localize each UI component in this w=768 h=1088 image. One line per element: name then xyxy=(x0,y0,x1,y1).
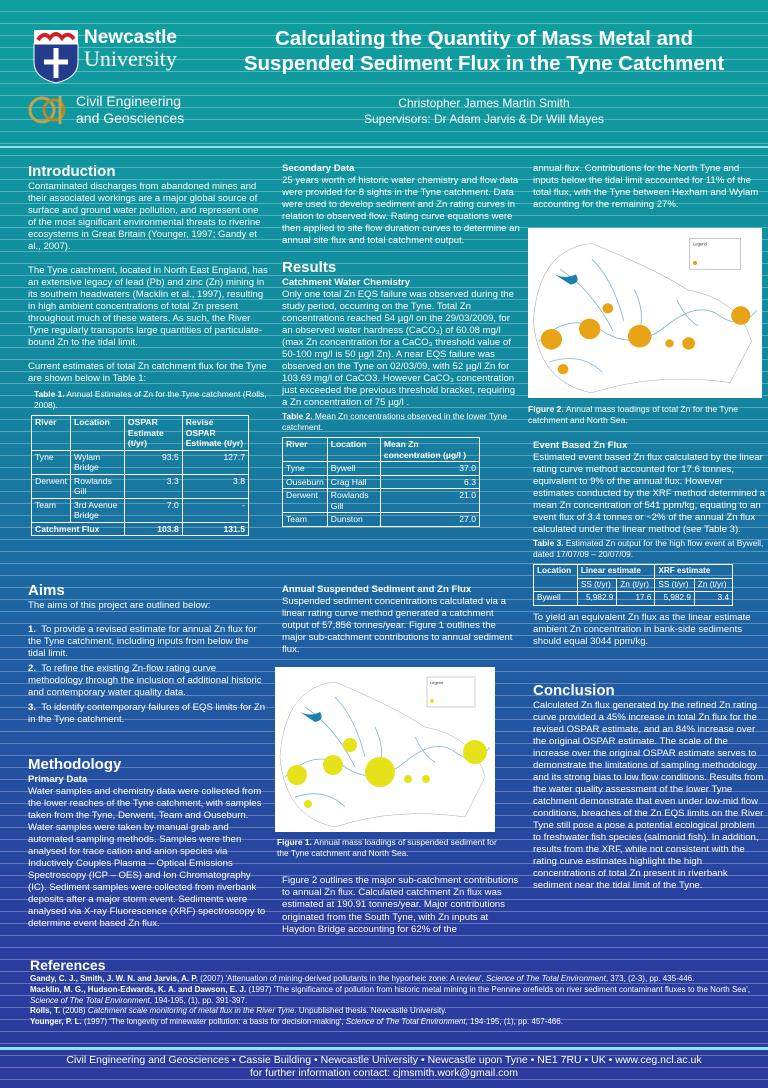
table-row xyxy=(283,475,480,489)
table-caption xyxy=(282,411,522,433)
legend-title: Legend xyxy=(430,680,444,685)
aims-section xyxy=(28,582,268,738)
logo-text-civil: Civil Engineering xyxy=(76,93,182,109)
subheading: Secondary Data xyxy=(282,163,355,174)
figure-1-map xyxy=(275,667,495,832)
ref-text: (2008) xyxy=(60,1006,88,1016)
event-flux-section xyxy=(533,440,765,660)
author-block xyxy=(200,95,768,127)
table-total-row xyxy=(32,522,249,536)
td: Team xyxy=(32,498,71,522)
subheading: Annual Suspended Sediment and Zn Flux xyxy=(282,584,472,595)
legend-box xyxy=(690,238,741,269)
caption xyxy=(528,404,766,426)
th: XRF estimate xyxy=(655,565,733,579)
th: River xyxy=(32,416,71,451)
th: Revise OSPAR Estimate (t/yr) xyxy=(182,416,248,451)
footer xyxy=(0,1054,768,1080)
table-row xyxy=(32,450,249,474)
author-name: Christopher James Martin Smith xyxy=(398,96,570,110)
aim-number: 3. xyxy=(28,702,37,713)
references-section xyxy=(30,957,750,1028)
caption-label: Figure 1. xyxy=(277,837,312,847)
caption-label: Figure 2. xyxy=(528,404,564,414)
aim-text: To identify contemporary failures of EQS limits for Zn in the Tyne catchment. xyxy=(28,702,266,725)
th: Location xyxy=(534,565,578,592)
legend-box xyxy=(427,677,475,707)
td: SS (t/yr) xyxy=(655,578,695,592)
logo-text-university: University xyxy=(84,46,177,71)
td: Rowlands Gill xyxy=(327,489,380,513)
footer-address: Civil Engineering and Geosciences • Cassie Building • Newcastle University • Newcastle upon Tyne • NE1 7RU • UK • www.ceg.ncl.ac.uk xyxy=(66,1054,702,1066)
ref-authors: Rolls, T. xyxy=(30,1006,61,1016)
logo-text-geosciences: and Geosciences xyxy=(76,110,185,126)
footer-divider xyxy=(0,1047,768,1050)
td: 3.4 xyxy=(694,592,732,606)
zn-flux-continued xyxy=(533,163,768,223)
th: OSPAR Estimate (t/yr) xyxy=(124,416,182,451)
aim-number: 1. xyxy=(28,624,37,635)
reference-item xyxy=(30,1006,750,1017)
td: 6.3 xyxy=(380,475,479,489)
legend-title: Legend xyxy=(692,241,708,247)
table-header-row xyxy=(534,565,733,579)
td: 127.7 xyxy=(182,450,248,474)
td: Derwent xyxy=(32,474,71,498)
newcastle-university-logo xyxy=(32,28,197,84)
td: 103.8 xyxy=(124,522,182,536)
ref-journal: Science of The Total Environment xyxy=(486,974,606,983)
aim-item xyxy=(28,624,268,660)
zn-flux-text xyxy=(282,875,522,959)
ref-journal: Catchment scale monitoring of metal flux in the River Tyne xyxy=(87,1006,295,1016)
ceg-emblem-icon xyxy=(28,90,72,128)
ref-authors: Macklin, M. G., Hudson-Edwards, K. A. and Dawson, E. J. xyxy=(30,984,247,994)
caption xyxy=(277,837,497,859)
td: Tyne xyxy=(283,462,328,476)
td: 93.5 xyxy=(124,450,182,474)
th: Mean Zn concentration (µg/l ) xyxy=(380,438,479,462)
subheading: Event Based Zn Flux xyxy=(533,440,628,451)
table-caption xyxy=(533,538,765,560)
td: Catchment Flux xyxy=(32,522,125,536)
section-heading: Introduction xyxy=(28,163,116,180)
logo-text-newcastle: Newcastle xyxy=(84,27,177,48)
paragraph: 25 years worth of historic water chemistry and flow data were provided for 8 sights in the Tyne catchment. Data were used to develop sediment and Zn rating curves in relation to observed flow. Rating curve equations were then applied to site flow duration curves to determine an annual site flux and total catchment output. xyxy=(282,175,520,246)
figure-2-map xyxy=(528,228,762,398)
header-divider xyxy=(0,146,768,148)
paragraph: To yield an equivalent Zn flux as the linear estimate ambient Zn concentration in bank-side sediments should equal 3044 ppm/kg. xyxy=(533,611,751,647)
figure-1-caption xyxy=(277,837,497,859)
td: Team xyxy=(283,513,328,527)
td: Crag Hall xyxy=(327,475,380,489)
td: 3.3 xyxy=(124,474,182,498)
poster-title xyxy=(200,26,768,76)
paragraph: Calculated Zn flux generated by the refined Zn rating curve provided a 45% increase in total Zn flux for the revised OSPAR estimate, and an 84% increase over the original OSPAR estimate. The scale of the increase over the original OSPAR estimate serves to demonstrate the limitations of sampling methodology and its strong bias to low flow conditions. Results from the water quality assessment of the lower Tyne catchment demonstrate that even under low-mid flow conditions, breaches of the Zn EQS limits on the River Tyne still pose a pose a potential ecological problem to freshwater fish species (salmonid fish). In addition, results from the XRF, while not consistent with the rating curve estimates highlight the high concentrations of total Zn present in riverbank sediment near the tidal limit of the Tyne. xyxy=(533,700,764,891)
table-header-row xyxy=(32,416,249,451)
td: 5,982.9 xyxy=(577,592,617,606)
section-heading: Aims xyxy=(28,582,65,599)
secondary-data-section xyxy=(282,163,522,527)
ref-journal: Science of The Total Environment xyxy=(345,1017,466,1027)
td: 37.0 xyxy=(380,462,479,476)
td: Ouseburn xyxy=(283,475,328,489)
table-row xyxy=(283,513,480,527)
conclusion-section xyxy=(533,682,765,904)
th: River xyxy=(283,438,328,462)
aim-number: 2. xyxy=(28,663,37,674)
td: Dunston xyxy=(327,513,380,527)
title-line-2: Suspended Sediment Flux in the Tyne Catchment xyxy=(243,52,725,75)
table-caption xyxy=(34,389,268,411)
ref-text: (2007) 'Attenuation of mining-derived pollutants in the hyporheic zone: A review', xyxy=(197,974,487,983)
caption-label: Table 1. xyxy=(34,389,65,399)
ref-text: (1997) 'The significance of pollution from historic metal mining in the Pennine orefields on river sediment contaminant fluxes to the North Sea', xyxy=(246,984,750,994)
paragraph: Figure 2 outlines the major sub-catchment contributions to annual Zn flux. Calculated catchment Zn flux was estimated at 190.91 tonnes/year. Major contributions originated from the South Tyne, with Zn inputs at Haydon Bridge accounting for 62% of the xyxy=(282,875,519,935)
caption-label: Table 3. xyxy=(533,538,564,548)
figure-2-caption xyxy=(528,404,766,426)
td: 131.5 xyxy=(182,522,248,536)
td: 27.0 xyxy=(380,513,479,527)
ref-authors: Younger, P. L. xyxy=(30,1017,82,1027)
td: Derwent xyxy=(283,489,328,513)
paragraph: The Tyne catchment, located in North East England, has an extensive legacy of lead (Pb) and zinc (Zn) mining in its southern headwaters (Macklin et al., 1997), resulting in high ambient concentrations of total Zn present throughout much of these waters. As such, the River Tyne regularly transports large quantities of particulate-bound Zn to the tidal limit. xyxy=(28,265,268,348)
paragraph: Current estimates of total Zn catchment flux for the Tyne are shown below in Table 1: xyxy=(28,361,267,384)
ref-tail: , 194-195, (1), pp. 391-397. xyxy=(149,995,248,1005)
th: Location xyxy=(71,416,125,451)
table-row xyxy=(283,462,480,476)
caption-text: Mean Zn concentrations observed in the lower Tyne catchment. xyxy=(282,411,508,432)
td: 3rd Avenue Bridge xyxy=(71,498,125,522)
title-line-1: Calculating the Quantity of Mass Metal and xyxy=(274,27,694,50)
paragraph: Water samples and chemistry data were collected from the lower reaches of the Tyne catchment, with samples taken from the Tyne, Derwent, Team and Ouseburn. Water samples were taken by manual grab and automated sampling methods. Samples were then analysed for trace cation and anion species via Inductively Couples Plasma – Optical Emissions Spectroscopy (ICP – OES) and Ion Chromatography (IC). Sediment samples were collected from riverbank deposits after a major storm event. Sediments were analysed via X-ray Fluorescence (XRF) spectroscopy to determine event based Zn flux. xyxy=(28,786,266,929)
reference-item xyxy=(30,1017,750,1028)
caption-text: Annual Estimates of Zn for the Tyne catchment (Rolls, 2008). xyxy=(34,389,267,410)
td: Bywell xyxy=(534,592,578,606)
td: Wylam Bridge xyxy=(71,450,125,474)
ref-tail: , 373, (2-3), pp. 435-446. xyxy=(605,974,695,983)
ref-tail: , 194-195, (1), pp. 457-466. xyxy=(465,1017,563,1027)
paragraph: Contaminated discharges from abandoned mines and their associated workings are a major global source of surface and ground water pollution, and represent one of the most significant environmental threats to riverine ecosystems in Great Britain (Younger, 1997; Gandy et al., 2007). xyxy=(28,181,261,252)
td: 5,982.9 xyxy=(655,592,695,606)
footer-contact[interactable]: for further information contact: cjmsmith.work@gmail.com xyxy=(250,1067,518,1079)
paragraph: annual flux. Contributions for the North Tyne and inputs below the tidal limit accounted for 11% of the total flux, with the Tyne between Hexham and Wylam accounting for the remaining 27%. xyxy=(533,163,759,210)
flux-circles xyxy=(287,738,487,808)
table-row xyxy=(32,474,249,498)
table-2 xyxy=(282,437,480,527)
td: - xyxy=(182,498,248,522)
table-3 xyxy=(533,564,733,606)
university-shield-icon xyxy=(32,28,80,84)
td: Zn (t/yr) xyxy=(694,578,732,592)
section-heading: Methodology xyxy=(28,756,122,773)
methodology-section xyxy=(28,756,268,942)
introduction-section xyxy=(28,163,268,536)
ref-tail: . Unpublished thesis. Newcastle University. xyxy=(294,1006,447,1016)
reference-item xyxy=(30,985,750,1007)
caption-text: Annual mass loadings of total Zn for the Tyne catchment and North Sea. xyxy=(528,404,739,425)
table-row xyxy=(534,592,733,606)
th: Location xyxy=(327,438,380,462)
table-1 xyxy=(31,415,249,536)
subheading: Primary Data xyxy=(28,774,88,785)
td: 17.6 xyxy=(617,592,655,606)
caption-text: Annual mass loadings of suspended sediment for the Tyne catchment and North Sea. xyxy=(277,837,497,858)
td: Tyne xyxy=(32,450,71,474)
table-header-row xyxy=(283,438,480,462)
caption-label: Table 2. xyxy=(282,411,313,421)
paragraph: The aims of this project are outlined below: xyxy=(28,600,211,611)
paragraph: Estimated event based Zn flux calculated by the linear rating curve method accounted for 17.6 tonnes, equivalent to 9% of the annual flux. However estimates conducted by the XRF method determined a mean Zn concentration of 541 ppm/kg, equating to an event flux of 3.4 tonnes or ~2% of the annual Zn flux calculated under the linear method (see Table 3). xyxy=(533,452,765,535)
subheading: Catchment Water Chemistry xyxy=(282,277,411,288)
ref-journal: Science of The Total Environment xyxy=(30,995,150,1005)
flux-circles xyxy=(541,303,751,374)
aim-text: To refine the existing Zn-flow rating curve methodology through the inclusion of additional historic and contemporary water quality data. xyxy=(28,663,262,698)
ref-authors: Gandy, C. J., Smith, J. W. N. and Jarvis, A. P. xyxy=(30,974,198,983)
paragraph: Only one total Zn EQS failure was observed during the study period, occurring on the Tyne. Total Zn concentrations reached 54 µg/l on the 29/03/2009, for an observed water hardness (CaCO₃) of 60.08 mg/l (max Zn concentration for a CaCO₃ threshold value of 50-100 mg/l is 50 µg/l Zn). A near EQS failure was observed on the Tyne on 02/03/09, with 52 µg/l Zn for 103.69 mg/l of CaCO3. However CaCO₃ concentration just exceeded the previous threshold bracket, requiring a Zn concentration of 75 µg/l . xyxy=(282,289,516,408)
paragraph: Suspended sediment concentrations calculated via a linear rating curve method generated a catchment output of 57,856 tonnes/year. Figure 1 outlines the major sub-catchment contributions to annual sediment flux. xyxy=(282,596,513,655)
aim-text: To provide a revised estimate for annual Zn flux for the Tyne catchment, including inputs from below the tidal limit. xyxy=(28,624,257,659)
td: SS (t/yr) xyxy=(577,578,617,592)
td: Zn (t/yr) xyxy=(617,578,655,592)
td: 21.0 xyxy=(380,489,479,513)
td: Bywell xyxy=(327,462,380,476)
section-heading: Conclusion xyxy=(533,682,615,699)
table-row xyxy=(283,489,480,513)
caption-text: Estimated Zn output for the high flow event at Bywell, dated 17/07/09 – 20/07/09. xyxy=(533,538,764,559)
ceg-logo xyxy=(28,90,198,130)
td: 3.8 xyxy=(182,474,248,498)
sediment-flux-section xyxy=(282,584,522,668)
td: 7.0 xyxy=(124,498,182,522)
th: Linear estimate xyxy=(577,565,655,579)
section-heading: Results xyxy=(282,259,337,276)
td: Rowlands Gill xyxy=(71,474,125,498)
table-row xyxy=(32,498,249,522)
aim-item xyxy=(28,702,268,726)
ref-text: (1997) 'The longevity of minewater pollution: a basis for decision-making', xyxy=(81,1017,346,1027)
reference-item xyxy=(30,974,750,985)
aim-item xyxy=(28,663,268,699)
section-heading: References xyxy=(30,957,106,973)
supervisors: Supervisors: Dr Adam Jarvis & Dr Will Mayes xyxy=(363,112,605,126)
